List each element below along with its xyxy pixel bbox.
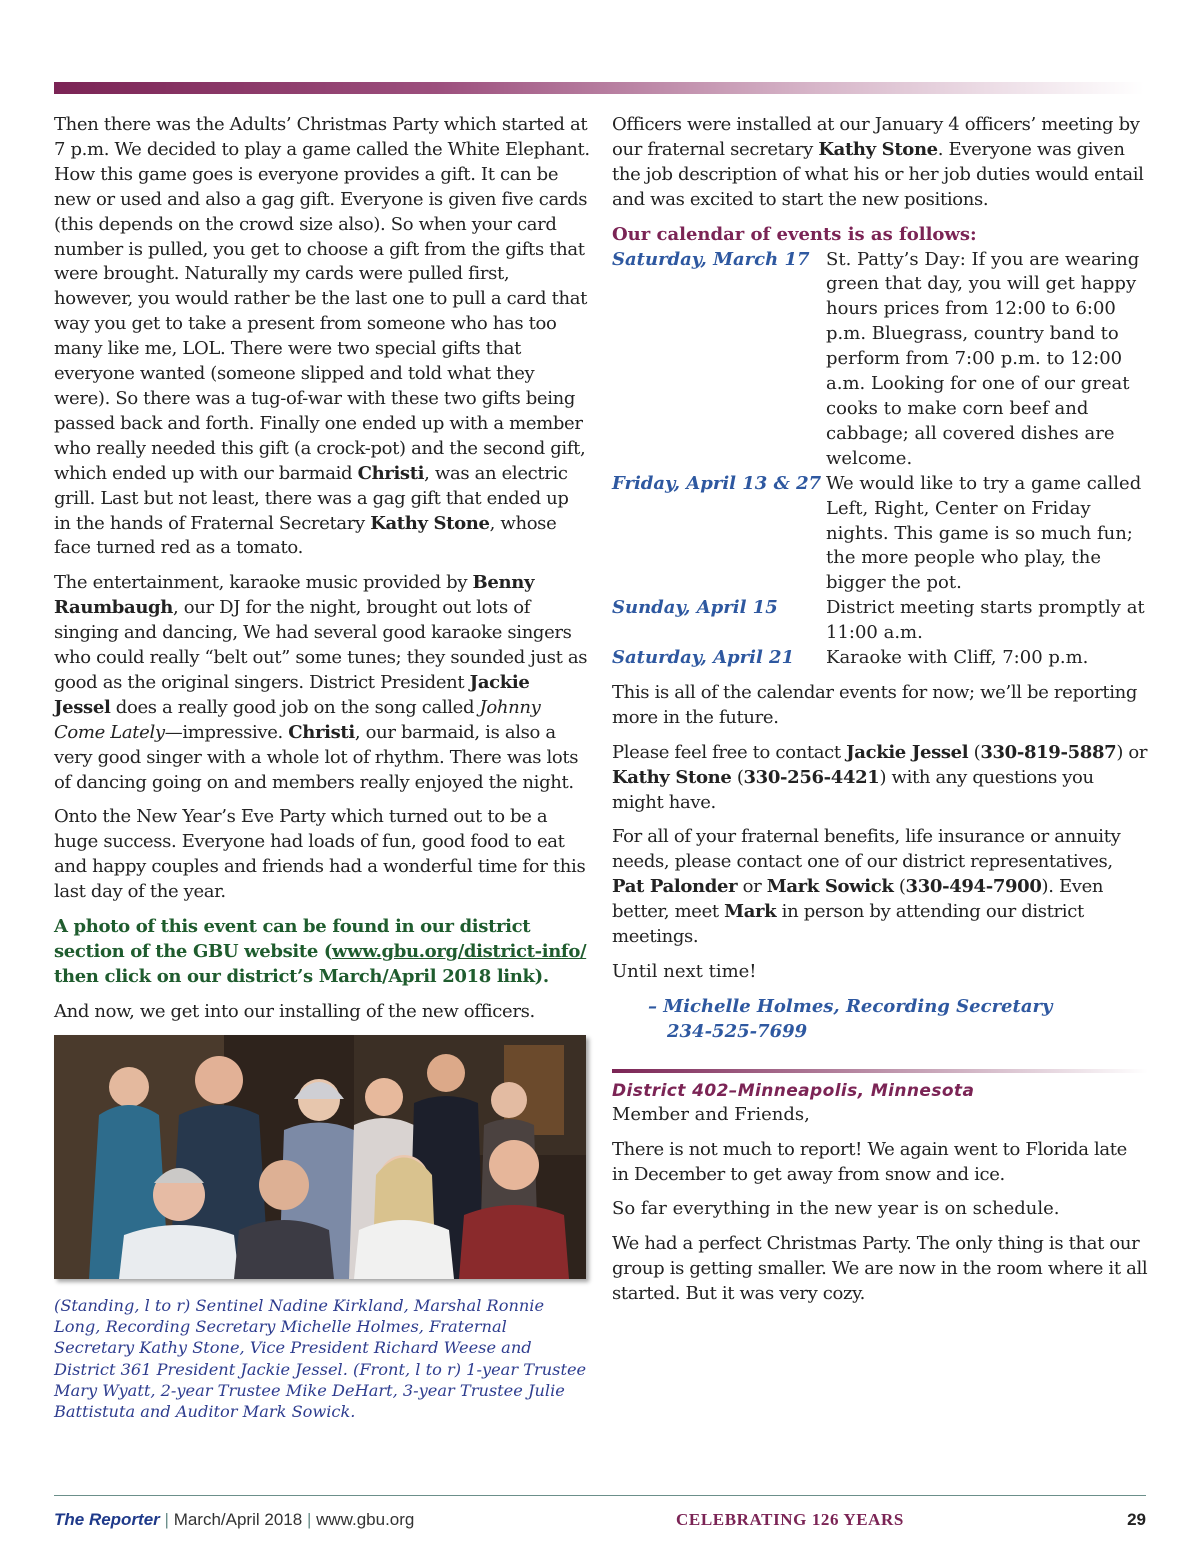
website-link[interactable]: www.gbu.org bbox=[316, 1510, 415, 1529]
issue-date: March/April 2018 bbox=[173, 1510, 303, 1529]
left-column bbox=[54, 113, 590, 1423]
calendar-heading: Our calendar of events is as follows: bbox=[612, 223, 977, 245]
publication-name: The Reporter bbox=[54, 1510, 160, 1529]
page-footer bbox=[54, 1510, 1146, 1540]
event-description: St. Patty’s Day: If you are wearing green that day, you will get happy hours prices from 12:00 to 6:00 p.m. Bluegrass, country band to perform from 7:00 p.m. to 12:00 a.m. Looking for one of our great cooks to make corn beef and cabbage; all covered dishes are welcome. bbox=[826, 248, 1140, 469]
calendar-row bbox=[612, 248, 1148, 472]
footer-separator: | bbox=[306, 1510, 312, 1529]
article-paragraph: Onto the New Year’s Eve Party which turned out to be a huge success. Everyone had loads of fun, good food to eat and happy couples and friends had a wonderful time for this last day of the year. bbox=[54, 806, 586, 903]
event-description: We would like to try a game called Left, Right, Center on Friday nights. This game is so much fun; the more people who play, the bigger the pot. bbox=[826, 472, 1142, 594]
calendar-row bbox=[612, 472, 1148, 597]
article-paragraph: The entertainment, karaoke music provided by Benny Raumbaugh, our DJ for the night, brought out lots of singing and dancing, We had several good karaoke singers who could really “belt out” some tunes; they sounded just as good as the original singers. District President Jackie Jessel does a really good job on the song called Johnny Come Lately—impressive. Christi, our barmaid, is also a very good singer with a whole lot of rhythm. There was lots of dancing going on and members really enjoyed the night. bbox=[54, 572, 588, 793]
event-date: Friday, April 13 & 27 bbox=[612, 472, 822, 494]
officers-group-photo bbox=[54, 1035, 586, 1279]
article-paragraph: This is all of the calendar events for now; we’ll be reporting more in the future. bbox=[612, 681, 1138, 728]
benefits-paragraph: For all of your fraternal benefits, life insurance or annuity needs, please contact one of our district representatives, Pat Palonder or Mark Sowick (330-494-7900). Even better, meet Mark in person by attending our district meetings. bbox=[612, 826, 1121, 948]
district-heading: District 402–Minneapolis, Minnesota bbox=[612, 1080, 975, 1101]
event-description: Karaoke with Cliff, 7:00 p.m. bbox=[826, 647, 1089, 669]
group-photo-illustration bbox=[54, 1035, 586, 1279]
website-notice: A photo of this event can be found in our district section of the GBU website (www.gbu.org/district-info/ then click on our district’s March/April 2018 link). bbox=[54, 916, 587, 987]
event-date: Saturday, March 17 bbox=[612, 248, 810, 270]
photo-caption: (Standing, l to r) Sentinel Nadine Kirkland, Marshal Ronnie Long, Recording Secretary Michelle Holmes, Fraternal Secretary Kathy Stone, Vice President Richard Weese and District 361 President Jackie Jessel. (Front, l to r) 1-year Trustee Mary Wyatt, 2-year Trustee Mike DeHart, 3-year Trustee Julie Battistuta and Auditor Mark Sowick. bbox=[54, 1295, 587, 1422]
district-paragraph: So far everything in the new year is on schedule. bbox=[612, 1198, 1060, 1220]
footer-rule bbox=[54, 1495, 1146, 1496]
article-paragraph: And now, we get into our installing of the new officers. bbox=[54, 1000, 535, 1022]
district-paragraph: Member and Friends, bbox=[612, 1103, 810, 1125]
top-accent-bar bbox=[54, 82, 1144, 94]
article-paragraph: Then there was the Adults’ Christmas Party which started at 7 p.m. We decided to play a game called the White Elephant. How this game goes is everyone provides a gift. It can be new or used and also a gag gift. Everyone is given five cards (this depends on the crowd size also). So when your card number is pulled, you get to choose a gift from the gifts that were brought. Naturally my cards were pulled first, however, you would rather be the last one to pull a card that way you get to take a present from someone who has too many like me, LOL. There were two special gifts that everyone wanted (someone slipped and told what they were). So there was a tug-of-war with these two gifts being passed back and forth. Finally one ended up with a member who really needed this gift (a crock-pot) and the second gift, which ended up with our barmaid Christi, was an electric grill. Last but not least, there was a gag gift that ended up in the hands of Fraternal Secretary Kathy Stone, whose face turned red as a tomato. bbox=[54, 114, 590, 559]
district-info-link[interactable]: www.gbu.org/district-info/ bbox=[332, 941, 587, 962]
event-date: Sunday, April 15 bbox=[612, 597, 778, 619]
section-divider bbox=[612, 1069, 1148, 1073]
footer-tagline: CELEBRATING 126 YEARS bbox=[676, 1510, 904, 1529]
calendar-row bbox=[612, 596, 1148, 646]
district-paragraph: There is not much to report! We again went to Florida late in December to get away from snow and ice. bbox=[612, 1138, 1127, 1185]
closing-line: Until next time! bbox=[612, 961, 757, 982]
article-paragraph: Officers were installed at our January 4 officers’ meeting by our fraternal secretary Kathy Stone. Everyone was given the job description of what his or her job duties would entail and was excited to start the new positions. bbox=[612, 114, 1144, 210]
footer-separator: | bbox=[164, 1510, 169, 1529]
footer-publication-info bbox=[54, 1510, 414, 1530]
district-paragraph: We had a perfect Christmas Party. The only thing is that our group is getting smaller. We are now in the room where it all started. But it was very cozy. bbox=[612, 1233, 1148, 1305]
signature-name: – Michelle Holmes, Recording Secretary bbox=[648, 995, 1053, 1017]
event-description: District meeting starts promptly at 11:00 a.m. bbox=[826, 597, 1145, 644]
signature-phone: 234-525-7699 bbox=[667, 1020, 808, 1042]
right-column bbox=[612, 113, 1148, 1317]
calendar-row bbox=[612, 646, 1148, 671]
event-date: Saturday, April 21 bbox=[612, 647, 795, 669]
contact-paragraph: Please feel free to contact Jackie Jessel (330-819-5887) or Kathy Stone (330-256-4421) with any questions you might have. bbox=[612, 741, 1148, 813]
page-number: 29 bbox=[1127, 1510, 1146, 1529]
events-calendar bbox=[612, 248, 1148, 671]
